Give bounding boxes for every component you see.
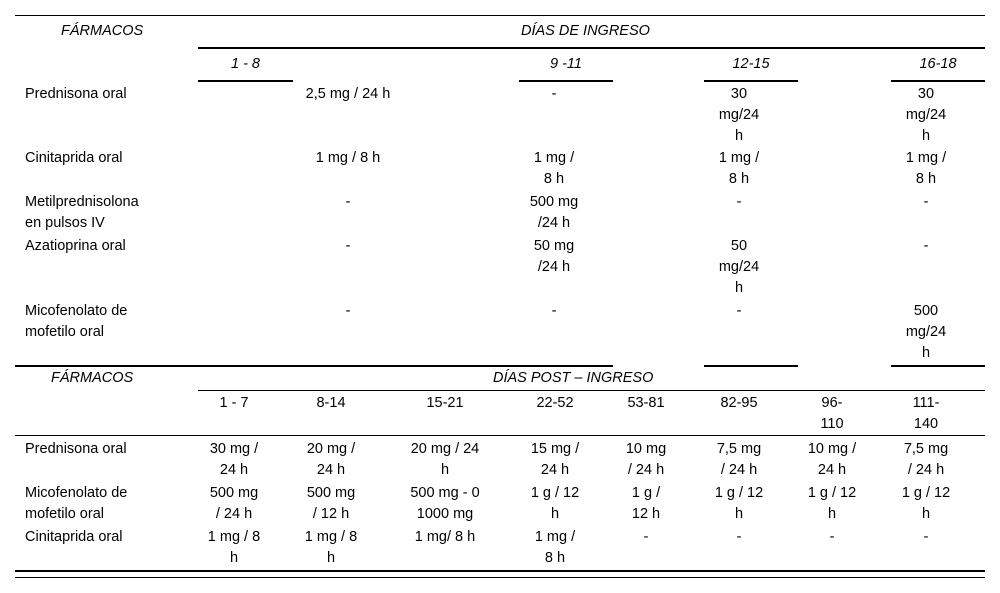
dose-cell: 1 mg / 8 h xyxy=(718,150,760,187)
section-divider-right xyxy=(704,365,798,367)
drugs-header: FÁRMACOS xyxy=(61,23,144,39)
dose-cell: 15 mg / 24 h xyxy=(530,441,580,478)
post-days-header: DÍAS POST – INGRESO xyxy=(493,370,654,386)
dose-cell: - xyxy=(736,529,742,545)
dose-cell: 1 g / 12 h xyxy=(901,485,951,522)
dose-cell: 30 mg/24 h xyxy=(718,86,760,144)
dose-cell: 1 mg / 8 h xyxy=(304,529,358,566)
dose-cell: 1 g / 12 h xyxy=(714,485,764,522)
post-drugs-header: FÁRMACOS xyxy=(51,370,134,386)
dose-cell: - xyxy=(345,303,351,319)
post-period-label: 22-52 xyxy=(536,395,574,411)
drug-name: Micofenolato de mofetilo oral xyxy=(25,303,128,340)
dose-cell: - xyxy=(551,86,557,102)
section-divider-left xyxy=(15,365,613,367)
dose-cell: 500 mg - 0 1000 mg xyxy=(410,485,480,522)
drug-name: Micofenolato de mofetilo oral xyxy=(25,485,128,522)
period-underline-1 xyxy=(198,80,293,82)
period-underline-2 xyxy=(519,80,613,82)
dose-cell: 10 mg / 24 h xyxy=(625,441,667,478)
dose-cell: 50 mg/24 h xyxy=(718,238,760,296)
dose-cell: 30 mg/24 h xyxy=(905,86,947,144)
drug-name: Cinitaprida oral xyxy=(25,150,123,166)
bottom-rule-double xyxy=(15,577,985,578)
post-period-label: 8-14 xyxy=(316,395,346,411)
dose-cell: 7,5 mg / 24 h xyxy=(716,441,762,478)
period-label: 12-15 xyxy=(732,56,770,72)
period-label: 16-18 xyxy=(919,56,957,72)
dose-cell: 1 mg / 8 h xyxy=(315,150,381,166)
dose-cell: - xyxy=(923,194,929,210)
dose-cell: 1 g / 12 h xyxy=(530,485,580,522)
section-divider-far-right xyxy=(891,365,985,367)
dose-cell: - xyxy=(829,529,835,545)
post-period-label: 1 - 7 xyxy=(219,395,249,411)
post-days-header-rule xyxy=(198,390,985,391)
bottom-rule xyxy=(15,570,985,572)
top-rule xyxy=(15,15,985,16)
dose-cell: - xyxy=(736,303,742,319)
dose-cell: 500 mg / 12 h xyxy=(306,485,356,522)
post-periods-rule xyxy=(15,435,985,436)
dose-cell: - xyxy=(923,238,929,254)
dose-cell: - xyxy=(736,194,742,210)
dose-cell: 1 g / 12 h xyxy=(807,485,857,522)
post-period-label: 111- 140 xyxy=(912,395,940,432)
drug-name: Prednisona oral xyxy=(25,441,127,457)
dose-cell: - xyxy=(923,529,929,545)
dose-cell: 1 mg / 8 h xyxy=(534,529,576,566)
post-period-label: 15-21 xyxy=(426,395,464,411)
dose-cell: - xyxy=(551,303,557,319)
days-header: DÍAS DE INGRESO xyxy=(521,23,650,39)
dose-cell: 20 mg / 24 h xyxy=(410,441,480,478)
dose-cell: 1 mg / 8 h xyxy=(207,529,261,566)
drug-name: Prednisona oral xyxy=(25,86,127,102)
post-period-label: 82-95 xyxy=(720,395,758,411)
drug-name: Azatioprina oral xyxy=(25,238,126,254)
period-label: 1 - 8 xyxy=(230,56,260,72)
dose-cell: 20 mg / 24 h xyxy=(306,441,356,478)
period-underline-4 xyxy=(891,80,985,82)
dose-cell: 50 mg /24 h xyxy=(533,238,575,275)
dose-cell: 1 mg/ 8 h xyxy=(414,529,476,545)
dose-cell: 500 mg /24 h xyxy=(529,194,579,231)
dose-cell: - xyxy=(345,238,351,254)
dose-cell: 1 mg / 8 h xyxy=(533,150,575,187)
dose-cell: 2,5 mg / 24 h xyxy=(305,86,391,102)
dose-cell: - xyxy=(643,529,649,545)
dose-cell: 30 mg / 24 h xyxy=(209,441,259,478)
dose-cell: 500 mg/24 h xyxy=(905,303,947,361)
dose-cell: 10 mg / 24 h xyxy=(807,441,857,478)
days-header-rule xyxy=(198,47,985,49)
drug-name: Cinitaprida oral xyxy=(25,529,123,545)
dose-cell: 7,5 mg / 24 h xyxy=(903,441,949,478)
period-underline-3 xyxy=(704,80,798,82)
post-period-label: 53-81 xyxy=(627,395,665,411)
post-period-label: 96- 110 xyxy=(820,395,844,432)
dose-cell: 1 g / 12 h xyxy=(631,485,661,522)
dose-cell: - xyxy=(345,194,351,210)
period-label: 9 -11 xyxy=(550,56,582,72)
drug-name: Metilprednisolona en pulsos IV xyxy=(25,194,139,231)
dose-cell: 500 mg / 24 h xyxy=(209,485,259,522)
dose-cell: 1 mg / 8 h xyxy=(905,150,947,187)
